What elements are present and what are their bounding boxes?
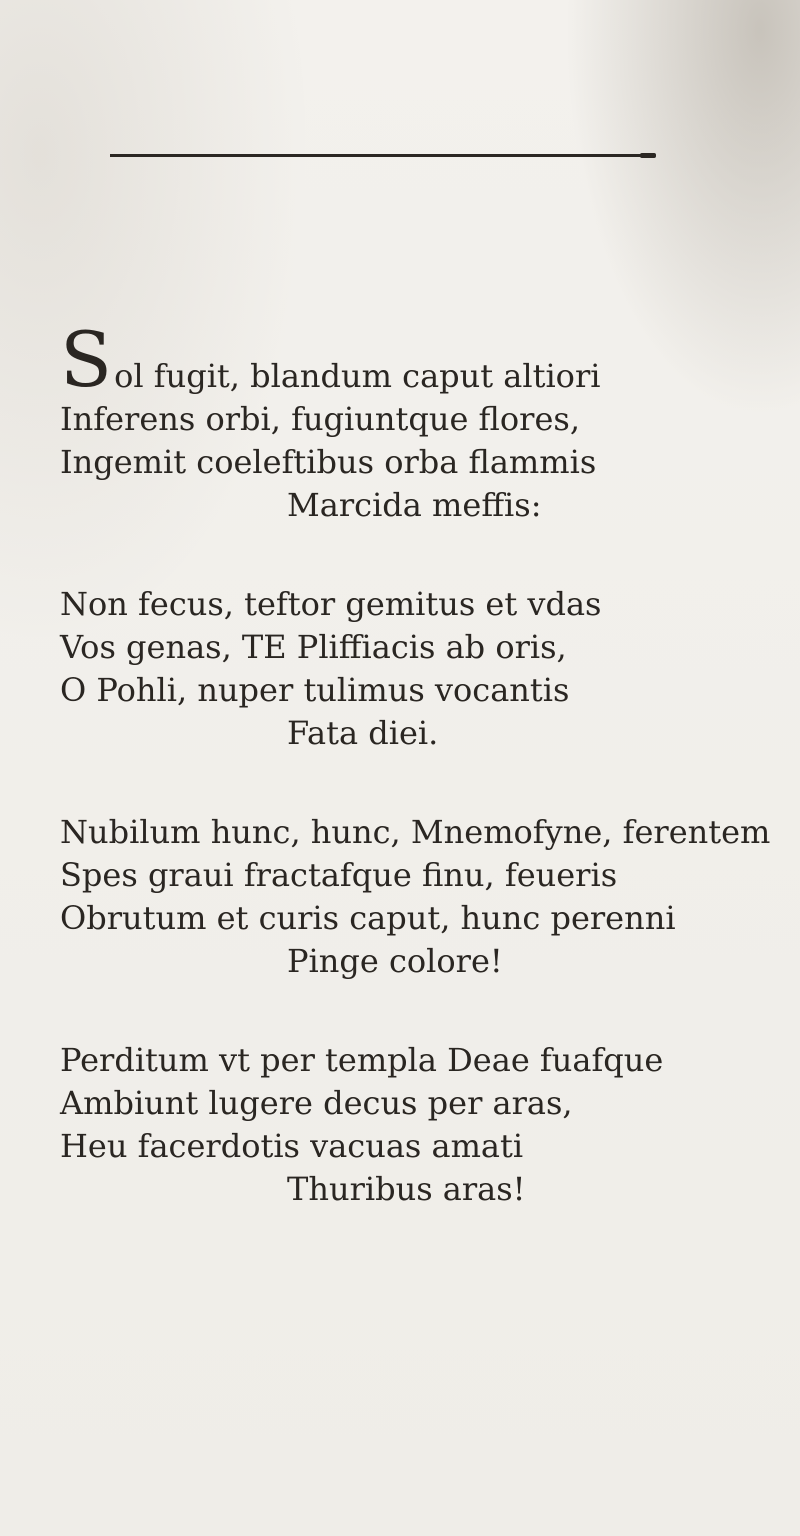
verse-line: Non fecus, teftor gemitus et vdas <box>60 585 602 623</box>
verse-line: Ingemit coeleftibus orba flammis <box>60 443 597 481</box>
verse-line: O Pohli, nuper tulimus vocantis <box>60 671 570 709</box>
stanza-4 <box>60 1039 780 1211</box>
stanza-1 <box>60 315 780 527</box>
verse-line: Spes graui fractafque finu, feueris <box>60 856 618 894</box>
verse-line: Ambiunt lugere decus per aras, <box>60 1084 573 1122</box>
stanza-2 <box>60 583 780 755</box>
verse-line: Obrutum et curis caput, hunc perenni <box>60 899 676 937</box>
drop-cap: S <box>60 315 113 404</box>
verse-line: Perditum vt per templa Deae fuafque <box>60 1041 664 1079</box>
verse-line: Inferens orbi, fugiuntque flores, <box>60 400 580 438</box>
header-rule <box>110 154 642 157</box>
verse-line: ol fugit, blandum caput altiori <box>114 357 601 395</box>
verse-line-short: Thuribus aras! <box>287 1170 526 1208</box>
verse-line: Vos genas, TE Pliffiacis ab oris, <box>60 628 567 666</box>
verse-line-short: Pinge colore! <box>287 942 503 980</box>
verse-line-short: Fata diei. <box>287 714 439 752</box>
verse-line: Nubilum hunc, hunc, Mnemofyne, ferentem <box>60 813 771 851</box>
verse-line: Heu facerdotis vacuas amati <box>60 1127 524 1165</box>
stanza-3 <box>60 811 780 983</box>
verse-line-short: Marcida meffis: <box>287 486 542 524</box>
poem <box>60 315 780 1267</box>
